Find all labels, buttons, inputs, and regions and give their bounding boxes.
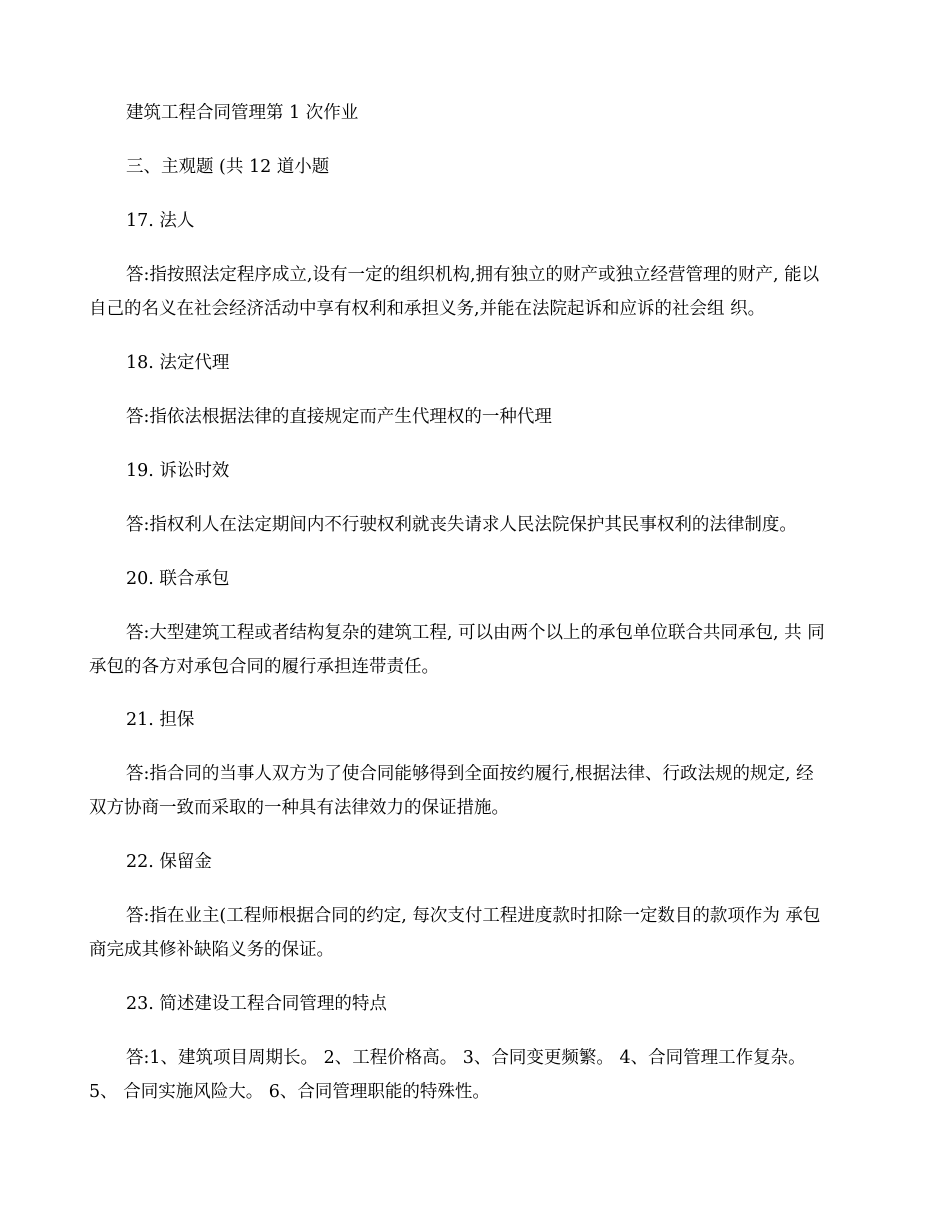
answer-line: 答:指权利人在法定期间内不行驶权利就丧失请求人民法院保护其民事权利的法律制度。: [126, 515, 797, 535]
question-heading: 22. 保留金: [126, 852, 212, 872]
answer-line: 承包的各方对承包合同的履行承担连带责任。: [89, 657, 439, 677]
answer-line: 答:指在业主(工程师根据合同的约定, 每次支付工程进度款时扣除一定数目的款项作为 承包: [126, 906, 821, 926]
document-title: 建筑工程合同管理第 1 次作业: [126, 103, 359, 123]
answer-line: 答:指合同的当事人双方为了使合同能够得到全面按约履行,根据法律、行政法规的规定, 经: [126, 764, 814, 784]
question-heading: 23. 简述建设工程合同管理的特点: [126, 994, 387, 1014]
answer-line: 答:指依法根据法律的直接规定而产生代理权的一种代理: [126, 407, 552, 427]
question-heading: 20. 联合承包: [126, 569, 230, 589]
answer-line: 5、 合同实施风险大。 6、合同管理职能的特殊性。: [89, 1082, 490, 1102]
question-heading: 18. 法定代理: [126, 353, 230, 373]
question-heading: 21. 担保: [126, 710, 195, 730]
answer-line: 答:大型建筑工程或者结构复杂的建筑工程, 可以由两个以上的承包单位联合共同承包, 共 同: [126, 623, 825, 643]
question-heading: 19. 诉讼时效: [126, 461, 230, 481]
question-heading: 17. 法人: [126, 211, 195, 231]
section-heading: 三、主观题 (共 12 道小题: [126, 157, 330, 177]
answer-line: 自己的名义在社会经济活动中享有权利和承担义务,并能在法院起诉和应诉的社会组 织。: [89, 299, 766, 319]
answer-line: 商完成其修补缺陷义务的保证。: [89, 940, 334, 960]
answer-line: 答:1、建筑项目周期长。 2、工程价格高。 3、合同变更频繁。 4、合同管理工作复杂。: [126, 1048, 806, 1068]
answer-line: 答:指按照法定程序成立,设有一定的组织机构,拥有独立的财产或独立经营管理的财产, 能以: [126, 265, 820, 285]
answer-line: 双方协商一致而采取的一种具有法律效力的保证措施。: [89, 798, 509, 818]
